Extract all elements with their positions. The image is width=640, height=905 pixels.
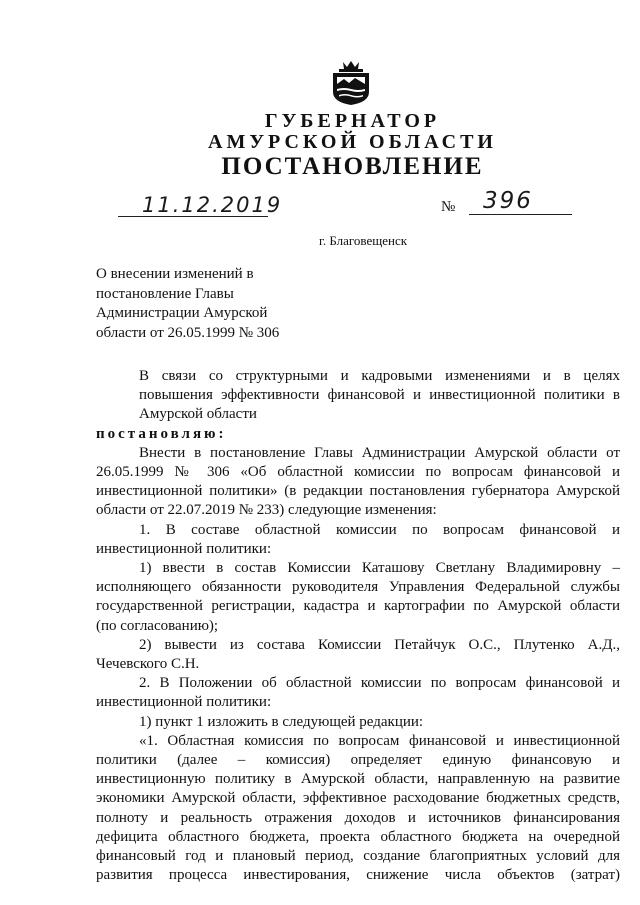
- handwritten-number: 396: [469, 188, 572, 215]
- handwritten-date: 11.12.2019: [118, 193, 268, 217]
- document-subject: [96, 265, 336, 343]
- clause-paragraph: [96, 444, 620, 521]
- region-title: АМУРСКОЙ ОБЛАСТИ: [208, 131, 497, 153]
- clause-paragraph: [96, 713, 620, 732]
- text-line: 1. В составе областной комиссии по вопросам финансовой и: [139, 521, 620, 538]
- text-line: дефицита областного бюджета, проекта областного бюджета на очередной: [96, 828, 620, 845]
- text-line: политики (далее – комиссия) определяет единую финансовую и: [96, 752, 620, 769]
- text-line: инвестиционной политики:: [96, 694, 272, 711]
- text-line: В связи со структурными и кадровыми изменениями и в целях: [139, 368, 620, 384]
- text-line: экономики Амурской области, эффективное расходование бюджетных средств,: [96, 790, 620, 807]
- document-type-title: ПОСТАНОВЛЕНИЕ: [221, 153, 484, 180]
- text-line: области от 22.07.2019 № 233) следующие изменения:: [96, 502, 437, 519]
- clause-paragraph: [96, 521, 620, 559]
- text-line: инвестиционной политики:: [96, 540, 272, 557]
- clause-paragraph: [96, 559, 620, 636]
- text-line: 1) ввести в состав Комиссии Каташову Светлану Владимировну –: [139, 560, 620, 577]
- subject-line: О внесении изменений в: [96, 266, 254, 282]
- text-line: полноту и реальность отражения доходов и источников финансирования: [96, 809, 620, 826]
- subject-line: Администрации Амурской: [96, 305, 268, 321]
- text-line: Амурской области: [139, 406, 257, 423]
- subject-line: постановление Главы: [96, 285, 234, 302]
- text-line: исполняющего обязанности руководителя Управления Федеральной службы: [96, 579, 620, 596]
- text-line: повышения эффективности финансовой и инвестиционной политики в: [139, 387, 620, 404]
- clause-paragraph: [96, 636, 620, 674]
- text-line: финансовый год и плановый период, создание благоприятных условий для: [96, 848, 620, 865]
- number-label: №: [441, 199, 456, 215]
- text-line: «1. Областная комиссия по вопросам финансовой и инвестиционной: [139, 732, 620, 749]
- text-line: Внести в постановление Главы Администрации Амурской области от: [139, 444, 620, 461]
- text-line: инвестиционной политики» (в редакции постановления губернатора Амурской: [96, 483, 620, 500]
- clause-paragraph: [96, 732, 620, 886]
- clause-paragraph: [96, 674, 620, 712]
- text-line: государственной регистрации, кадастра и картографии по Амурской области: [96, 598, 620, 615]
- city-name: г. Благовещенск: [318, 233, 408, 248]
- coat-of-arms-emblem: [327, 58, 375, 106]
- subject-line: области от 26.05.1999 № 306: [96, 324, 280, 341]
- text-line: развития процесса инвестирования, снижение числа объектов (затрат): [96, 867, 620, 884]
- text-line: инвестиционную политику в Амурской области, направленную на развитие: [96, 771, 620, 788]
- preamble-paragraph: [96, 367, 620, 425]
- text-line: Чечевского С.Н.: [96, 656, 200, 673]
- document-body: [96, 367, 620, 885]
- governor-title: ГУБЕРНАТОР: [264, 110, 441, 132]
- resolve-word: постановляю:: [96, 425, 227, 442]
- text-line: 2) вывести из состава Комиссии Петайчук О.С., Плутенко А.Д.,: [139, 636, 620, 653]
- text-line: 1) пункт 1 изложить в следующей редакции:: [139, 713, 424, 730]
- text-line: 26.05.1999 № 306 «Об областной комиссии по вопросам финансовой и: [96, 464, 620, 481]
- text-line: 2. В Положении об областной комиссии по вопросам финансовой и: [139, 675, 620, 692]
- text-line: (по согласованию);: [96, 617, 219, 634]
